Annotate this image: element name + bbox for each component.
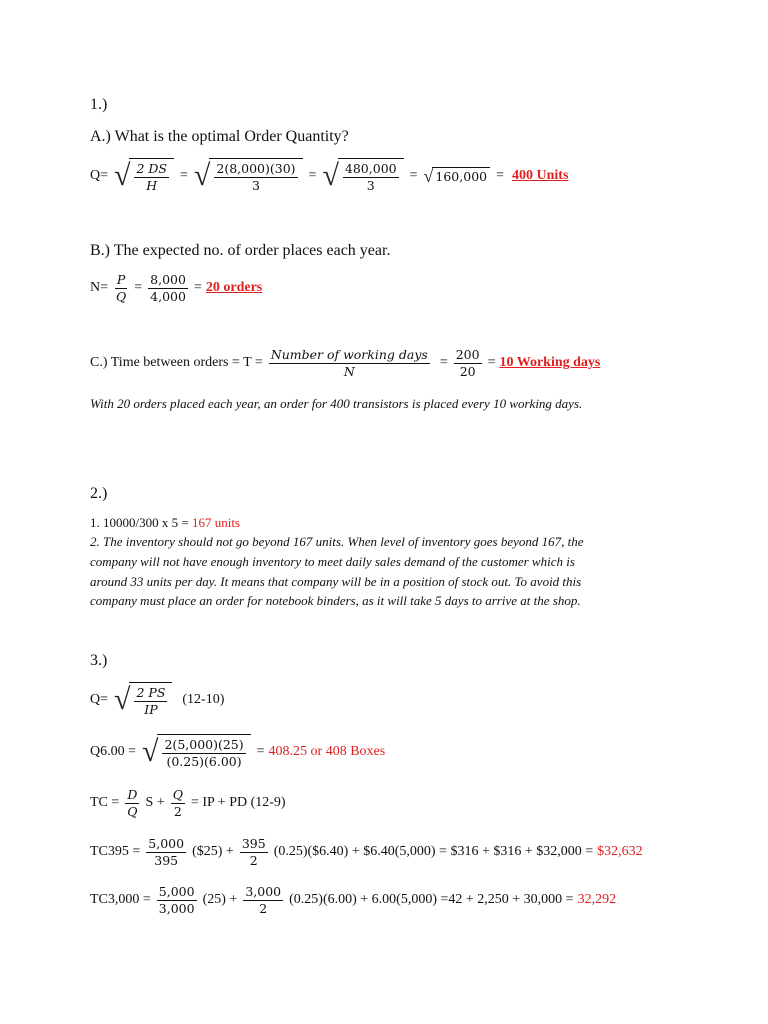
q3-l5-prefix: TC3,000 =: [90, 892, 151, 908]
q1c-result: 10 Working days: [499, 355, 601, 371]
q2-para-3: around 33 units per day. It means that company will be in a position of stock out. To avoid this: [90, 574, 582, 589]
q1c-prefix: C.) Time between orders = T =: [90, 355, 263, 371]
q3-l2-result: 408.25 or 408 Boxes: [268, 743, 386, 759]
q1-note: With 20 orders placed each year, an order for 400 transistors is placed every 10 working days.: [90, 396, 583, 411]
q3-l3-prefix: TC =: [90, 795, 120, 811]
q3-l3-mid: S +: [145, 795, 165, 811]
q1b-prefix: N=: [90, 280, 109, 296]
q1a-f1-num: 2 DS: [136, 161, 167, 176]
q2-line1: [90, 516, 240, 531]
q1a-sqrt-2: √ $\frac{2(8,000)(30)}{3}$: [194, 158, 303, 193]
q1c-eq2: =: [487, 355, 496, 371]
q1a-eq4: =: [496, 167, 505, 183]
q2-para-1: 2. The inventory should not go beyond 167 units. When level of inventory goes beyond 167, the: [90, 534, 584, 549]
q3-l5-f2-den: 2: [259, 900, 268, 916]
q2-line1-result: 167 units: [191, 515, 240, 530]
q1a-f3-den: 3: [366, 177, 375, 193]
q3-line4: [90, 836, 643, 868]
q3-l1-sqrt: √ $\frac{2 PS}{IP}$: [114, 682, 172, 717]
q3-l4-prefix: TC395 =: [90, 844, 141, 860]
q1a-f2-den: 3: [251, 177, 260, 193]
q3-l2-den: (0.25)(6.00): [166, 753, 242, 769]
q1b-f1-den: Q: [116, 288, 127, 304]
q1a-sqrt-4: √ 160,000: [424, 167, 491, 185]
q3-line1: [90, 682, 224, 717]
q3-l4-f2-num: 395: [241, 836, 266, 851]
q1b-eq1: =: [134, 280, 143, 296]
q1a-f1-den: H: [146, 177, 158, 193]
q3-l2-sqrt: √ $\frac{2(5,000)(25)}{(0.25)(6.00)}$: [142, 734, 251, 769]
q3-l2-eq: =: [256, 743, 265, 759]
q3-l5-f1-den: 3,000: [158, 900, 195, 916]
q3-line2: [90, 734, 385, 769]
q3-l2-num: 2(5,000)(25): [164, 737, 244, 752]
q2-para-4: company must place an order for notebook binders, as it will take 5 days to arrive at the shop.: [90, 593, 581, 608]
q1b-eq2: =: [193, 280, 202, 296]
q1a-sqrt-1: √ $\frac{2 DS}{H}$: [114, 158, 174, 193]
q1a-title: A.) What is the optimal Order Quantity?: [90, 128, 349, 145]
q3-l3-f1-num: D: [127, 787, 138, 802]
q1b-title: B.) The expected no. of order places each year.: [90, 242, 391, 259]
q3-heading: 3.): [90, 652, 108, 669]
q1c-f1-num: Number of working days: [270, 347, 428, 362]
q1a-prefix: Q=: [90, 167, 109, 183]
q3-l4-result: $32,632: [597, 844, 643, 860]
q1-heading: 1.): [90, 96, 108, 113]
q1a-sqrt-3: √ $\frac{480,000}{3}$: [322, 158, 403, 193]
q1b-equation: [90, 272, 262, 304]
q1a-eq3: =: [409, 167, 418, 183]
q3-l2-prefix: Q6.00 =: [90, 743, 137, 759]
q3-l3-f2-den: 2: [173, 803, 182, 819]
q1a-eq2: =: [308, 167, 317, 183]
q1c-eq1: =: [439, 355, 448, 371]
q2-para-2: company will not have enough inventory to meet daily sales demand of the customer which is: [90, 554, 575, 569]
q3-l4-mid: ($25) +: [192, 844, 234, 860]
q3-l5-suffix: (0.25)(6.00) + 6.00(5,000) =42 + 2,250 + 30,000 =: [289, 892, 574, 908]
q3-line5: [90, 884, 616, 916]
q3-l1-num: 2 PS: [136, 685, 166, 700]
q1a-f2-num: 2(8,000)(30): [216, 161, 296, 176]
q3-l4-suffix: (0.25)($6.40) + $6.40(5,000) = $316 + $316 + $32,000 =: [273, 844, 594, 860]
q1a-root: 160,000: [432, 167, 490, 185]
q3-l1-suffix: (12-10): [182, 691, 225, 707]
q1a-f3-num: 480,000: [344, 161, 397, 176]
q1a-equation: [90, 158, 568, 193]
q3-l3-f1-den: Q: [127, 803, 138, 819]
q1b-f1-num: P: [116, 272, 126, 287]
q3-l4-f1-num: 5,000: [148, 836, 185, 851]
q3-l1-den: IP: [144, 701, 158, 717]
q3-l4-f1-den: 395: [154, 852, 179, 868]
q3-l5-result: 32,292: [577, 892, 617, 908]
q1b-f2-den: 4,000: [150, 288, 186, 304]
q3-l5-f2-num: 3,000: [245, 884, 282, 899]
q1c-f2-den: 20: [459, 363, 476, 379]
q3-l5-f1-num: 5,000: [158, 884, 195, 899]
q3-line3: [90, 787, 286, 819]
q1a-result: 400 Units: [512, 167, 569, 183]
q1b-result: 20 orders: [205, 280, 263, 296]
q1b-f2-num: 8,000: [150, 272, 186, 287]
q3-l1-prefix: Q=: [90, 691, 109, 707]
q3-l3-f2-num: Q: [172, 787, 183, 802]
q1c-equation: [90, 347, 600, 379]
q3-l5-mid: (25) +: [202, 892, 238, 908]
q1c-f1-den: N: [343, 363, 355, 379]
q1c-f2-num: 200: [455, 347, 480, 362]
q3-l4-f2-den: 2: [249, 852, 258, 868]
q2-line1-text: 1. 10000/300 x 5 =: [90, 515, 189, 530]
q3-l3-suffix: = IP + PD (12-9): [190, 795, 286, 811]
q2-heading: 2.): [90, 485, 108, 502]
q1a-eq1: =: [180, 167, 188, 183]
